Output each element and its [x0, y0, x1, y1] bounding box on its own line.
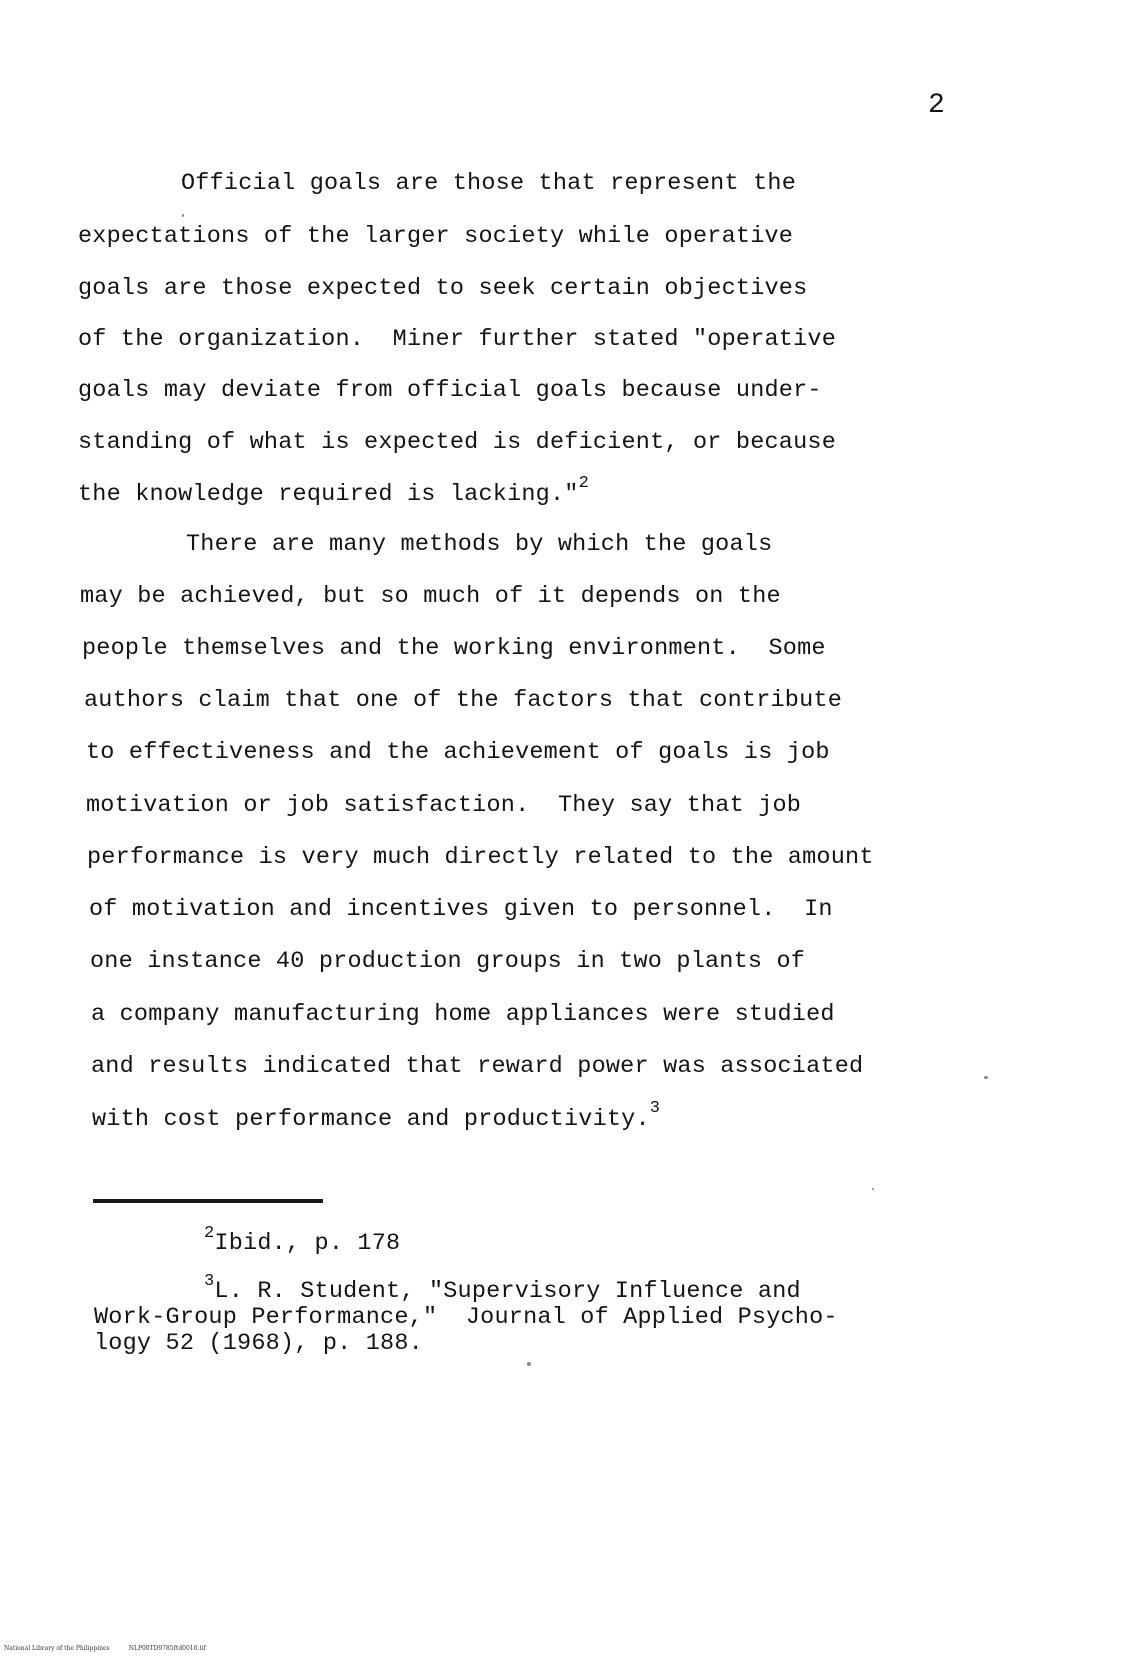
scan-speck — [182, 214, 184, 217]
paragraph-line-text: the knowledge required is lacking." — [78, 481, 579, 508]
footnote-marker: 2 — [204, 1224, 215, 1244]
paragraph-line: goals may deviate from official goals because under- — [78, 377, 822, 404]
scan-speck — [984, 1076, 988, 1079]
paragraph-line: expectations of the larger society while operative — [78, 223, 794, 250]
footnote-reference: 3 — [649, 1099, 661, 1119]
paragraph-line — [92, 1099, 661, 1135]
footnote-marker: 3 — [204, 1272, 215, 1292]
paragraph-line: Official goals are those that represent the — [181, 170, 796, 197]
paragraph-line: one instance 40 production groups in two plants of — [90, 948, 806, 975]
footnote-text: Ibid., p. 178 — [214, 1230, 401, 1257]
page-number: 2 — [928, 90, 945, 121]
paragraph-line: There are many methods by which the goals — [186, 531, 773, 558]
footnote-text: logy 52 (1968), p. 188. — [94, 1330, 423, 1357]
paragraph-line: of motivation and incentives given to personnel. In — [89, 896, 833, 923]
paragraph-line: goals are those expected to seek certain objectives — [78, 275, 808, 302]
archive-file-name: NLP00TD9785ftd0010.tif — [128, 1645, 206, 1652]
footnote — [204, 1224, 401, 1257]
paragraph-line: performance is very much directly related to the amount — [87, 844, 874, 871]
footnote — [204, 1272, 801, 1305]
scan-speck — [872, 1188, 874, 1190]
footnote-separator — [93, 1199, 323, 1203]
paragraph-line: people themselves and the working environment. Some — [82, 635, 826, 662]
paragraph-line: motivation or job satisfaction. They say that job — [86, 792, 802, 819]
paragraph-line: a company manufacturing home appliances were studied — [91, 1001, 835, 1028]
paragraph-line-text: with cost performance and productivity. — [92, 1106, 650, 1133]
archive-institution: National Library of the Philippines — [4, 1645, 110, 1652]
footnote-text: L. R. Student, "Supervisory Influence and — [214, 1278, 801, 1305]
paragraph-line: to effectiveness and the achievement of goals is job — [86, 739, 830, 766]
paragraph-line: may be achieved, but so much of it depends on the — [80, 583, 781, 610]
paragraph-line: standing of what is expected is deficient, or because — [78, 429, 837, 456]
paragraph-line: and results indicated that reward power was associated — [91, 1053, 864, 1080]
paragraph-line — [78, 474, 589, 510]
paragraph-line: of the organization. Miner further stated "operative — [78, 326, 837, 353]
archive-footer — [4, 1645, 206, 1653]
paragraph-line: authors claim that one of the factors that contribute — [84, 687, 843, 714]
footnote-reference: 2 — [578, 474, 589, 494]
footnote-text: Work-Group Performance," Journal of Applied Psycho- — [94, 1304, 838, 1331]
scan-speck — [527, 1362, 531, 1366]
